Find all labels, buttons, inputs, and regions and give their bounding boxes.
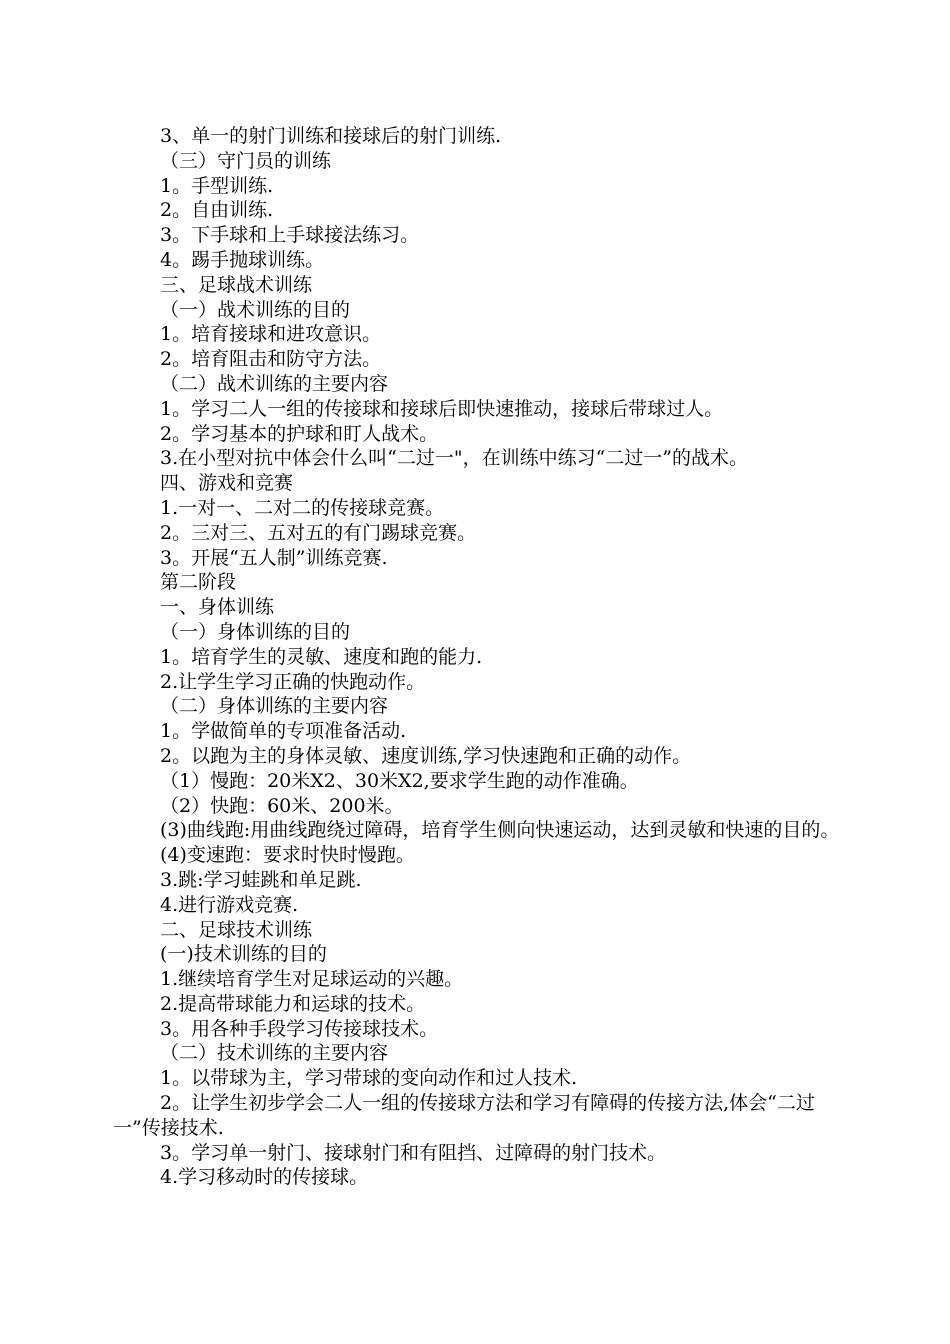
text-line: （一）战术训练的目的 bbox=[160, 298, 351, 321]
text-line: 3。开展“五人制”训练竞赛. bbox=[160, 546, 388, 569]
text-line: 4.学习移动时的传接球。 bbox=[160, 1166, 369, 1189]
text-line: 3。学习单一射门、接球射门和有阻挡、过障碍的射门技术。 bbox=[160, 1141, 667, 1164]
text-line: 1。学习二人一组的传接球和接球后即快速推动，接球后带球过人。 bbox=[160, 397, 724, 420]
text-line: 1.继续培育学生对足球运动的兴趣。 bbox=[160, 968, 464, 991]
text-line: 2。学习基本的护球和盯人战术。 bbox=[160, 422, 439, 445]
text-line: 1。手型训练. bbox=[160, 174, 274, 197]
text-line: (3)曲线跑:用曲线跑绕过障碍，培育学生侧向快速运动，达到灵敏和快速的目的。 bbox=[160, 819, 840, 842]
text-line: 2。培育阻击和防守方法。 bbox=[160, 348, 382, 371]
text-line: (一)技术训练的目的 bbox=[160, 943, 327, 966]
text-line: 2.提高带球能力和运球的技术。 bbox=[160, 992, 426, 1015]
text-line: 四、游戏和竞赛 bbox=[160, 472, 294, 495]
text-line: 3.跳:学习蛙跳和单足跳. bbox=[160, 868, 362, 891]
document-body bbox=[113, 124, 861, 1190]
text-line: 第二阶段 bbox=[160, 571, 237, 594]
text-line: 3。用各种手段学习传接球技术。 bbox=[160, 1017, 439, 1040]
text-line: 1。学做简单的专项准备活动. bbox=[160, 720, 407, 743]
text-line: 1。培育接球和进攻意识。 bbox=[160, 323, 382, 346]
text-line: 4.进行游戏竞赛. bbox=[160, 893, 299, 916]
text-line: 三、足球战术训练 bbox=[160, 273, 313, 296]
text-line: 3、单一的射门训练和接球后的射门训练. bbox=[160, 125, 502, 147]
text-line: （二）身体训练的主要内容 bbox=[160, 695, 389, 718]
text-line: （三）守门员的训练 bbox=[160, 149, 332, 172]
text-line: 2。自由训练. bbox=[160, 199, 274, 222]
text-line: （二）战术训练的主要内容 bbox=[160, 372, 389, 395]
text-line: 2。以跑为主的身体灵敏、速度训练,学习快速跑和正确的动作。 bbox=[160, 744, 692, 767]
text-line: 1.一对一、二对二的传接球竞赛。 bbox=[160, 496, 445, 519]
text-line: 2。让学生初步学会二人一组的传接球方法和学习有障碍的传接方法,体会“二过一”传接技术. bbox=[113, 1092, 815, 1139]
text-line: 1。以带球为主，学习带球的变向动作和过人技术. bbox=[160, 1067, 578, 1090]
text-line: (4)变速跑：要求时快时慢跑。 bbox=[160, 844, 415, 867]
text-line: 1。培育学生的灵敏、速度和跑的能力. bbox=[160, 645, 483, 668]
text-line: 3。下手球和上手球接法练习。 bbox=[160, 224, 420, 247]
text-line: （1）慢跑：20米X2、30米X2,要求学生跑的动作准确。 bbox=[160, 769, 639, 792]
text-line: 2。三对三、五对五的有门踢球竞赛。 bbox=[160, 521, 477, 544]
text-line: 3.在小型对抗中体会什么叫“二过一"，在训练中练习“二过一”的战术。 bbox=[160, 447, 749, 470]
text-line: （一）身体训练的目的 bbox=[160, 620, 351, 643]
text-line: 4。踢手抛球训练。 bbox=[160, 248, 325, 271]
text-line: 2.让学生学习正确的快跑动作。 bbox=[160, 670, 426, 693]
text-line: （2）快跑：60米、200米。 bbox=[160, 794, 404, 817]
text-line: （二）技术训练的主要内容 bbox=[160, 1042, 389, 1065]
text-line: 二、足球技术训练 bbox=[160, 918, 313, 941]
text-line: 一、身体训练 bbox=[160, 596, 275, 619]
